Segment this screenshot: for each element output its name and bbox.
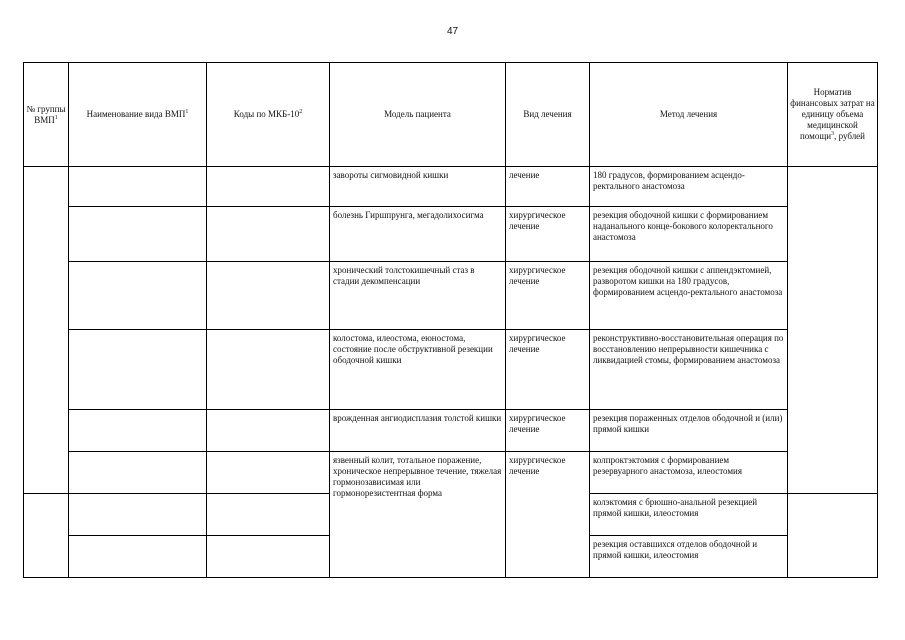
treatment-type-cell: лечение xyxy=(506,167,590,207)
treatment-method-cell: резекция оставшихся отделов ободочной и прямой кишки, илеостомия xyxy=(590,536,788,578)
table-row xyxy=(24,207,878,262)
treatment-type-cell: хирургическое лечение xyxy=(506,330,590,410)
header-vmp-name: Наименование вида ВМП$^1$ xyxy=(69,63,207,167)
header-treatment-method: Метод лечения xyxy=(590,63,788,167)
patient-model-cell: завороты сигмовидной кишки xyxy=(330,167,506,207)
group-no-cell xyxy=(24,167,69,494)
treatment-method-cell: резекция ободочной кишки с аппендэктомией, разворотом кишки на 180 градусов, формированием асцендо-ректального анастомоза xyxy=(590,262,788,330)
group-no-cell xyxy=(24,494,69,578)
norm-cell xyxy=(788,167,878,494)
page-number: 47 xyxy=(446,26,459,37)
mkb-codes-cell xyxy=(207,452,330,494)
vmp-name-cell xyxy=(69,207,207,262)
table-row xyxy=(24,452,878,494)
mkb-codes-cell xyxy=(207,536,330,578)
table-header-row xyxy=(24,63,878,167)
treatment-method-cell: 180 градусов, формированием асцендо-ректального анастомоза xyxy=(590,167,788,207)
treatment-method-cell: колпроктэктомия с формированием резервуарного анастомоза, илеостомия xyxy=(590,452,788,494)
mkb-codes-cell xyxy=(207,494,330,536)
treatment-method-cell: резекция пораженных отделов ободочной и (или) прямой кишки xyxy=(590,410,788,452)
treatment-method-cell: реконструктивно-восстановительная операция по восстановлению непрерывности кишечника с ликвидацией стомы, формированием анастомоза xyxy=(590,330,788,410)
header-mkb-codes: Коды по МКБ-$10^2$ xyxy=(207,63,330,167)
header-patient-model: Модель пациента xyxy=(330,63,506,167)
patient-model-cell: болезнь Гиршпрунга, мегадолихосигма xyxy=(330,207,506,262)
treatment-method-cell: резекция ободочной кишки с формированием наданального конце-бокового колоректального анастомоза xyxy=(590,207,788,262)
vmp-table xyxy=(23,62,878,578)
mkb-codes-cell xyxy=(207,207,330,262)
mkb-codes-cell xyxy=(207,410,330,452)
vmp-name-cell xyxy=(69,262,207,330)
treatment-type-cell: хирургическое лечение xyxy=(506,452,590,578)
vmp-name-cell xyxy=(69,330,207,410)
header-group-no: № группы ВМП$^1$ xyxy=(24,63,69,167)
mkb-codes-cell xyxy=(207,167,330,207)
table-row xyxy=(24,330,878,410)
table-row xyxy=(24,167,878,207)
treatment-type-cell: хирургическое лечение xyxy=(506,410,590,452)
treatment-type-cell: хирургическое лечение xyxy=(506,262,590,330)
vmp-name-cell xyxy=(69,452,207,494)
table-row xyxy=(24,410,878,452)
patient-model-cell: хронический толстокишечный стаз в стадии декомпенсации xyxy=(330,262,506,330)
mkb-codes-cell xyxy=(207,330,330,410)
vmp-name-cell xyxy=(69,494,207,536)
treatment-method-cell: колэктомия с брюшно-анальной резекцией прямой кишки, илеостомия xyxy=(590,494,788,536)
norm-cell xyxy=(788,494,878,578)
mkb-codes-cell xyxy=(207,262,330,330)
vmp-name-cell xyxy=(69,167,207,207)
vmp-name-cell xyxy=(69,536,207,578)
header-treatment-type: Вид лечения xyxy=(506,63,590,167)
patient-model-cell: врожденная ангиодисплазия толстой кишки xyxy=(330,410,506,452)
patient-model-cell: колостома, илеостома, еюностома, состояние после обструктивной резекции ободочной кишки xyxy=(330,330,506,410)
treatment-type-cell: хирургическое лечение xyxy=(506,207,590,262)
header-norm: Норматив финансовых затрат на единицу объема медицинской помощи$^3$, рублей xyxy=(788,63,878,167)
table-row xyxy=(24,262,878,330)
patient-model-cell: язвенный колит, тотальное поражение, хроническое непрерывное течение, тяжелая гормонозависимая или гормонорезистентная форма xyxy=(330,452,506,578)
vmp-name-cell xyxy=(69,410,207,452)
